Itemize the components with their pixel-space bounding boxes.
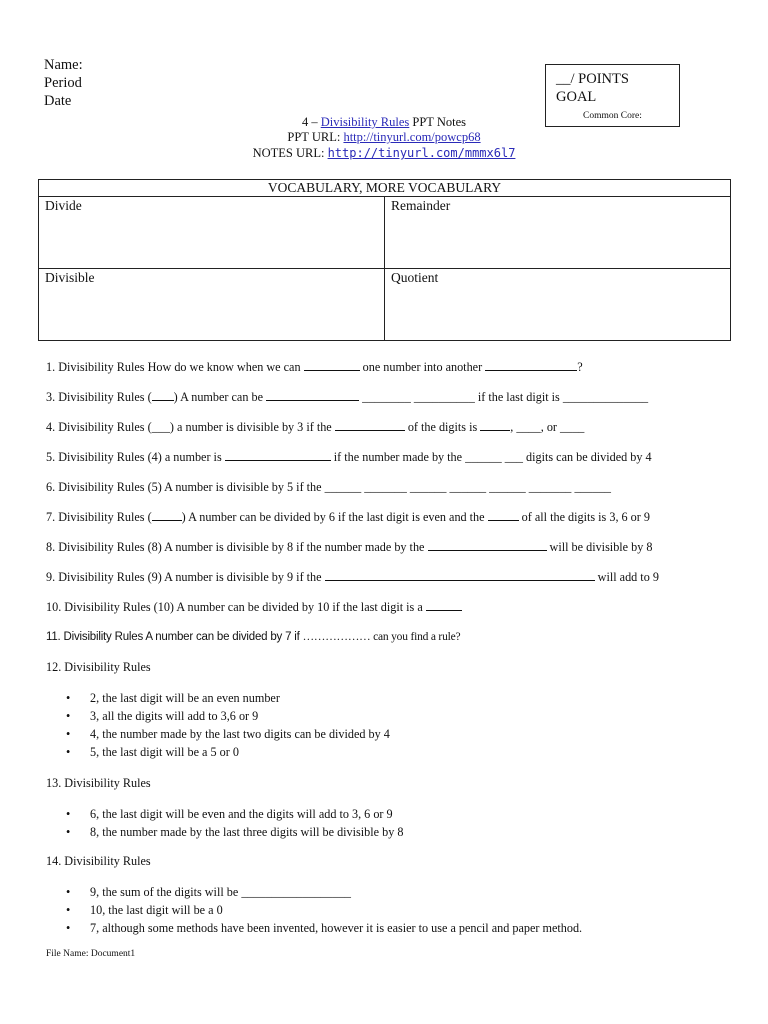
vocab-cell-divisible[interactable]: Divisible	[39, 269, 385, 341]
points-label: __/ POINTS	[556, 71, 629, 87]
vocab-cell-quotient[interactable]: Quotient	[385, 269, 731, 341]
topic-suffix: PPT Notes	[409, 115, 467, 129]
list-item: • 4, the number made by the last two digits can be divided by 4	[90, 725, 390, 743]
list-item: • 10, the last digit will be a 0	[90, 901, 582, 919]
question-text: 3. Divisibility Rules (	[46, 390, 152, 404]
ppt-url-link[interactable]: http://tinyurl.com/powcp68	[343, 130, 481, 144]
vocabulary-table	[38, 179, 731, 341]
ppt-url-line	[0, 129, 768, 145]
question-text: will add to 9	[594, 570, 659, 584]
name-label: Name:	[44, 57, 83, 73]
list-item: • 6, the last digit will be even and the digits will add to 3, 6 or 9	[90, 805, 403, 823]
answer-blank[interactable]	[335, 420, 405, 431]
bullet-list-13	[46, 805, 403, 841]
question-text: 8. Divisibility Rules (8) A number is divisible by 8 if the number made by the	[46, 540, 428, 554]
date-label: Date	[44, 93, 72, 109]
topic-link[interactable]: Divisibility Rules	[320, 115, 410, 129]
goal-label: GOAL	[556, 89, 597, 105]
topic-prefix: 4 –	[301, 115, 321, 129]
notes-url-line	[0, 145, 768, 161]
list-item: • 5, the last digit will be a 5 or 0	[90, 743, 390, 761]
question-text: 9. Divisibility Rules (9) A number is divisible by 9 if the	[46, 570, 325, 584]
answer-blank[interactable]	[266, 390, 359, 401]
answer-blank[interactable]	[428, 540, 547, 551]
question-5	[46, 450, 652, 465]
question-text: ?	[577, 360, 583, 374]
list-item: • 3, all the digits will add to 3,6 or 9	[90, 707, 390, 725]
ppt-url-label: PPT URL:	[287, 130, 344, 144]
list-item: • 2, the last digit will be an even number	[90, 689, 390, 707]
question-4	[46, 420, 584, 435]
bullet-list-14	[46, 883, 582, 937]
answer-blank[interactable]	[152, 390, 174, 401]
question-text: ……………… can you find a rule?	[302, 631, 461, 643]
bullet-list-12	[46, 689, 390, 761]
question-text: 7. Divisibility Rules (	[46, 510, 152, 524]
vocabulary-title: VOCABULARY, MORE VOCABULARY	[39, 180, 731, 197]
list-item: • 8, the number made by the last three digits will be divisible by 8	[90, 823, 403, 841]
question-text: 1. Divisibility Rules How do we know when we can	[46, 360, 304, 374]
answer-blank[interactable]	[485, 360, 577, 371]
vocab-cell-remainder[interactable]: Remainder	[385, 197, 731, 269]
question-10	[46, 600, 462, 615]
answer-blank[interactable]	[152, 510, 182, 521]
question-11	[46, 631, 460, 643]
question-1	[46, 360, 583, 375]
answer-blank[interactable]	[426, 600, 462, 611]
question-14: 14. Divisibility Rules	[46, 854, 151, 868]
question-text: 6. Divisibility Rules (5) A number is divisible by 5 if the ______ _______ ______ ______ ______ _______ ______	[46, 480, 612, 494]
question-13: 13. Divisibility Rules	[46, 776, 151, 790]
question-8	[46, 540, 652, 555]
answer-blank[interactable]	[325, 570, 595, 581]
question-text: , ____, or ____	[510, 420, 585, 434]
question-text: of all the digits is 3, 6 or 9	[518, 510, 650, 524]
notes-url-link[interactable]: http://tinyurl.com/mmmx6l7	[327, 146, 516, 160]
file-name-footer: File Name: Document1	[46, 949, 136, 959]
question-3	[46, 390, 648, 405]
answer-blank[interactable]	[304, 360, 360, 371]
answer-blank[interactable]	[488, 510, 519, 521]
question-text: 4. Divisibility Rules (___) a number is divisible by 3 if the	[46, 420, 335, 434]
vocab-cell-divide[interactable]: Divide	[39, 197, 385, 269]
question-text: of the digits is	[404, 420, 481, 434]
question-text: ) A number can be	[173, 390, 267, 404]
notes-url-label: NOTES URL:	[252, 146, 328, 160]
question-7	[46, 510, 650, 525]
list-item: • 9, the sum of the digits will be __________________	[90, 883, 582, 901]
question-text: ________ __________ if the last digit is ______________	[359, 390, 649, 404]
question-text: 5. Divisibility Rules (4) a number is	[46, 450, 225, 464]
question-text: 10. Divisibility Rules (10) A number can be divided by 10 if the last digit is a	[46, 600, 426, 614]
question-text: will be divisible by 8	[546, 540, 653, 554]
period-label: Period	[44, 75, 82, 91]
question-text: ) A number can be divided by 6 if the last digit is even and the	[181, 510, 488, 524]
common-core-label: Common Core:	[583, 111, 642, 121]
question-text: if the number made by the ______ ___ digits can be divided by 4	[330, 450, 652, 464]
question-12: 12. Divisibility Rules	[46, 660, 151, 674]
list-item: • 7, although some methods have been invented, however it is easier to use a pencil and paper method.	[90, 919, 582, 937]
question-text: one number into another	[359, 360, 486, 374]
answer-blank[interactable]	[480, 420, 510, 431]
topic-line	[0, 114, 768, 130]
answer-blank[interactable]	[225, 450, 331, 461]
question-text: 11. Divisibility Rules A number can be divided by 7 if	[46, 631, 303, 643]
question-6	[46, 480, 611, 495]
question-9	[46, 570, 659, 585]
